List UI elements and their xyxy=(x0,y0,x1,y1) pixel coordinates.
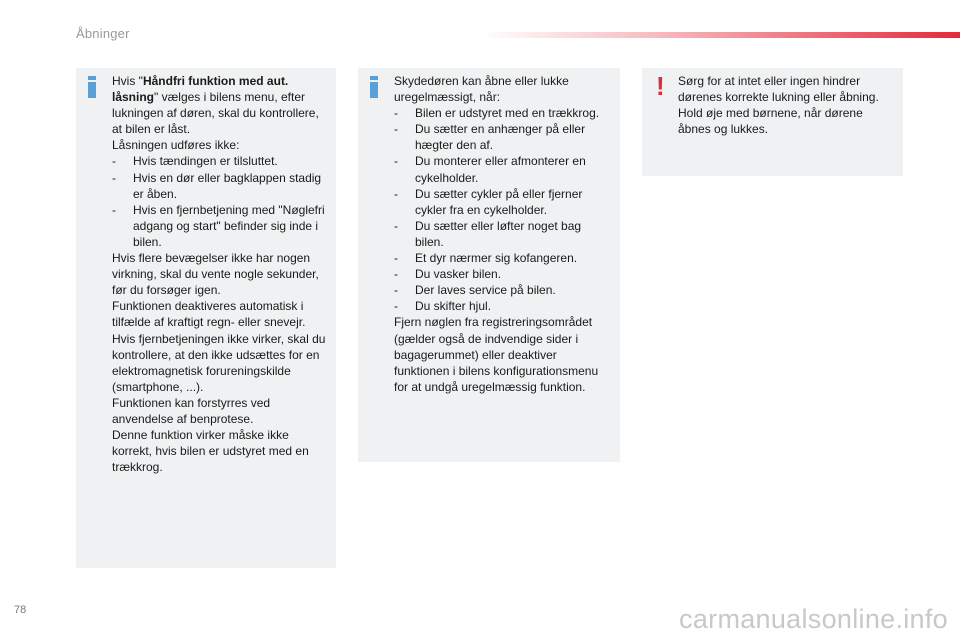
paragraph: Funktionen kan forstyrres ved anvendelse af benprotese. xyxy=(112,395,271,426)
list-item: - Du monterer eller afmonterer en cykelholder. xyxy=(394,154,586,185)
warning-exclamation-icon: ! xyxy=(656,71,665,101)
list-item: - Du sætter cykler på eller fjerner cykler fra en cykelholder. xyxy=(394,186,583,217)
header-accent-bar xyxy=(480,32,960,38)
closing-paragraph: Fjern nøglen fra registreringsområdet (gælder også de indvendige sider i bagagerummet) eller deaktiver funktionen i bilens konfigurationsmenu for at undgå uregelmæssig funktion. xyxy=(394,315,599,394)
page-header-title: Åbninger xyxy=(76,26,130,41)
info-box-handsfree-locking xyxy=(76,68,336,568)
irregular-operation-list xyxy=(394,105,610,314)
paragraph: Hvis flere bevægelser ikke har nogen virkning, skal du vente nogle sekunder, før du forsøger igen. xyxy=(112,251,319,298)
paragraph: Funktionen deaktiveres automatisk i tilfælde af kraftigt regn- eller snevejr. xyxy=(112,299,306,330)
info-box-content xyxy=(394,73,610,395)
warning-text: Sørg for at intet eller ingen hindrer dørenes korrekte lukning eller åbning. Hold øje med børnene, når dørene åbnes og lukkes. xyxy=(678,74,879,137)
list-item: - Hvis en dør eller bagklappen stadig er åben. xyxy=(112,170,322,201)
list-item: - Et dyr nærmer sig kofangeren. xyxy=(394,251,578,266)
locking-not-done-label: Låsningen udføres ikke: xyxy=(112,138,240,153)
warning-box-doors xyxy=(642,68,903,176)
info-box-sliding-door xyxy=(358,68,620,462)
paragraph: Denne funktion virker måske ikke korrekt, hvis bilen er udstyret med en trækkrog. xyxy=(112,428,309,475)
info-icon xyxy=(370,76,378,98)
watermark-text: carmanualsonline.info xyxy=(679,604,948,634)
warning-box-content xyxy=(678,73,893,137)
info-icon xyxy=(88,76,96,98)
list-item: - Bilen er udstyret med en trækkrog. xyxy=(394,106,600,121)
list-item: - Der laves service på bilen. xyxy=(394,283,556,298)
intro-paragraph: Skydedøren kan åbne eller lukke uregelmæssigt, når: xyxy=(394,74,569,105)
list-item: - Du vasker bilen. xyxy=(394,267,502,282)
list-item: - Hvis en fjernbetjening med "Nøglefri adgang og start" befinder sig inde i bilen. xyxy=(112,202,325,249)
list-item: - Du sætter en anhænger på eller hægter den af. xyxy=(394,122,586,153)
list-item: - Hvis tændingen er tilsluttet. xyxy=(112,154,278,169)
feature-name: Håndfri funktion med aut. låsning xyxy=(112,74,289,105)
info-box-content xyxy=(112,73,326,475)
page-number: 78 xyxy=(14,604,27,616)
list-item: - Du sætter eller løfter noget bag bilen. xyxy=(394,218,582,249)
intro-paragraph: Hvis "Håndfri funktion med aut. låsning" vælges i bilens menu, efter lukningen af døren, skal du kontrollere, at bilen er låst. xyxy=(112,74,319,137)
paragraph: Hvis fjernbetjeningen ikke virker, skal du kontrollere, at den ikke udsættes for en elektromagnetisk forureningskilde (smartphone, ...). xyxy=(112,331,326,394)
locking-conditions-list xyxy=(112,153,326,250)
list-item: - Du skifter hjul. xyxy=(394,299,492,314)
